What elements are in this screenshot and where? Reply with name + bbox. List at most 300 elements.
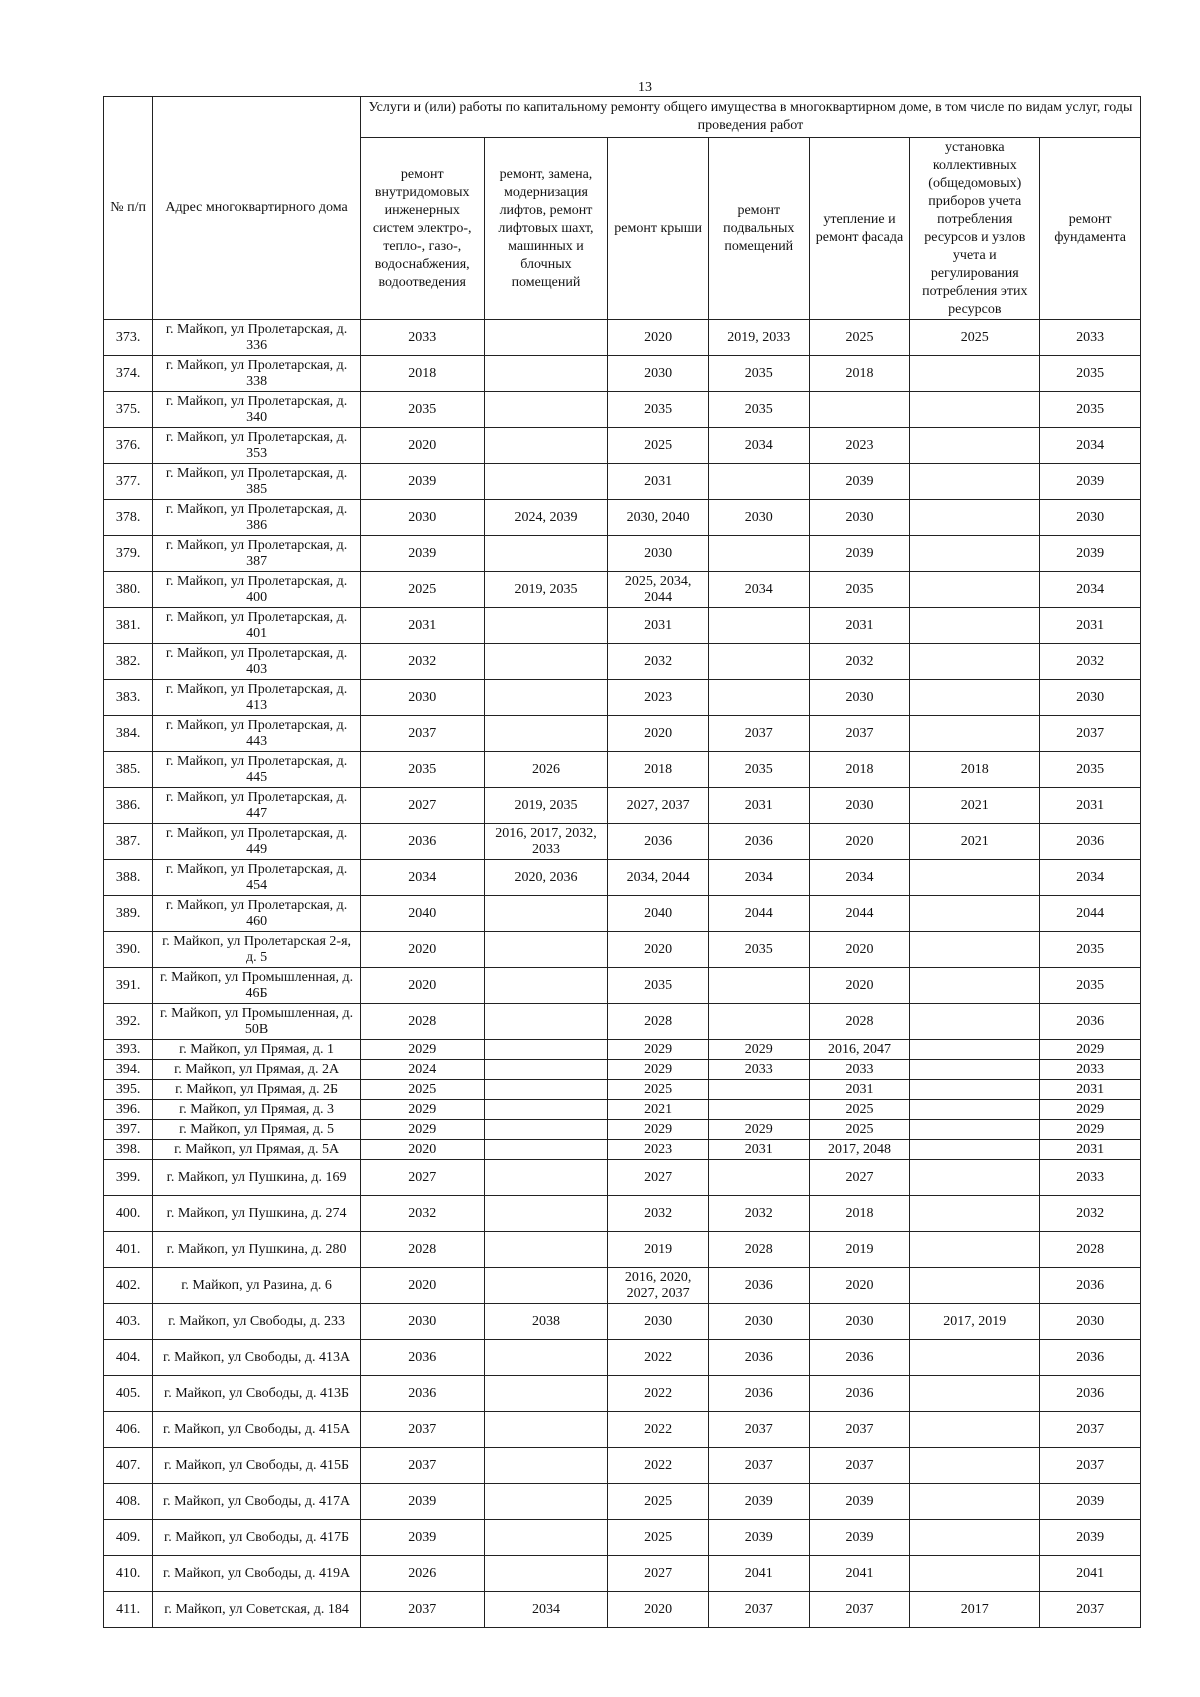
row-address: г. Майкоп, ул Пролетарская, д. 400: [153, 572, 361, 608]
row-number: 392.: [104, 1004, 153, 1040]
table-row: [104, 428, 1141, 464]
cell-basement: 2019, 2033: [708, 320, 809, 356]
cell-meters: [910, 932, 1040, 968]
cell-foundation: 2029: [1040, 1040, 1141, 1060]
row-number: 407.: [104, 1448, 153, 1484]
cell-roof: 2029: [608, 1040, 709, 1060]
cell-roof: 2019: [608, 1232, 709, 1268]
row-address: г. Майкоп, ул Промышленная, д. 50В: [153, 1004, 361, 1040]
cell-foundation: 2030: [1040, 1304, 1141, 1340]
cell-foundation: 2029: [1040, 1120, 1141, 1140]
row-number: 400.: [104, 1196, 153, 1232]
cell-facade: 2020: [809, 1268, 910, 1304]
cell-foundation: 2037: [1040, 1592, 1141, 1628]
cell-basement: 2036: [708, 1340, 809, 1376]
cell-basement: 2037: [708, 1412, 809, 1448]
row-number: 391.: [104, 968, 153, 1004]
cell-engineering: 2020: [360, 1268, 484, 1304]
cell-elevators: 2024, 2039: [484, 500, 608, 536]
header-col-roof: ремонт крыши: [608, 138, 709, 320]
cell-elevators: [484, 716, 608, 752]
cell-meters: [910, 1340, 1040, 1376]
cell-meters: [910, 1040, 1040, 1060]
table-row: [104, 644, 1141, 680]
cell-roof: 2025: [608, 1520, 709, 1556]
row-number: 394.: [104, 1060, 153, 1080]
cell-basement: [708, 1100, 809, 1120]
row-address: г. Майкоп, ул Пушкина, д. 280: [153, 1232, 361, 1268]
cell-facade: 2018: [809, 356, 910, 392]
cell-elevators: 2019, 2035: [484, 788, 608, 824]
cell-engineering: 2030: [360, 1304, 484, 1340]
row-number: 408.: [104, 1484, 153, 1520]
cell-elevators: [484, 464, 608, 500]
row-number: 411.: [104, 1592, 153, 1628]
cell-roof: 2016, 2020, 2027, 2037: [608, 1268, 709, 1304]
cell-elevators: [484, 1448, 608, 1484]
cell-basement: [708, 680, 809, 716]
cell-facade: 2037: [809, 1592, 910, 1628]
cell-engineering: 2030: [360, 680, 484, 716]
cell-facade: 2025: [809, 1100, 910, 1120]
cell-engineering: 2037: [360, 1448, 484, 1484]
table-row: [104, 1120, 1141, 1140]
cell-elevators: [484, 1268, 608, 1304]
cell-elevators: [484, 1080, 608, 1100]
row-number: 389.: [104, 896, 153, 932]
cell-facade: 2036: [809, 1376, 910, 1412]
cell-facade: 2025: [809, 320, 910, 356]
cell-basement: [708, 608, 809, 644]
cell-basement: 2035: [708, 752, 809, 788]
table-row: [104, 1592, 1141, 1628]
table-row: [104, 1232, 1141, 1268]
cell-foundation: 2031: [1040, 1140, 1141, 1160]
cell-elevators: [484, 680, 608, 716]
cell-engineering: 2026: [360, 1556, 484, 1592]
row-address: г. Майкоп, ул Прямая, д. 1: [153, 1040, 361, 1060]
cell-facade: 2031: [809, 1080, 910, 1100]
cell-foundation: 2041: [1040, 1556, 1141, 1592]
cell-meters: [910, 1448, 1040, 1484]
cell-facade: 2030: [809, 500, 910, 536]
cell-engineering: 2018: [360, 356, 484, 392]
cell-basement: 2033: [708, 1060, 809, 1080]
cell-roof: 2029: [608, 1060, 709, 1080]
cell-foundation: 2036: [1040, 1004, 1141, 1040]
cell-meters: [910, 392, 1040, 428]
row-address: г. Майкоп, ул Пролетарская, д. 454: [153, 860, 361, 896]
cell-facade: 2030: [809, 680, 910, 716]
cell-meters: [910, 572, 1040, 608]
row-address: г. Майкоп, ул Свободы, д. 415А: [153, 1412, 361, 1448]
cell-elevators: [484, 1196, 608, 1232]
cell-roof: 2022: [608, 1376, 709, 1412]
cell-facade: 2030: [809, 788, 910, 824]
cell-roof: 2035: [608, 392, 709, 428]
cell-engineering: 2024: [360, 1060, 484, 1080]
cell-elevators: [484, 320, 608, 356]
cell-basement: 2030: [708, 1304, 809, 1340]
cell-meters: [910, 1196, 1040, 1232]
cell-roof: 2029: [608, 1120, 709, 1140]
header-col-engineering: ремонт внутридомовых инженерных систем электро-, тепло-, газо-, водоснабжения, водоотведения: [360, 138, 484, 320]
cell-meters: [910, 1060, 1040, 1080]
header-col-facade: утепление и ремонт фасада: [809, 138, 910, 320]
row-number: 378.: [104, 500, 153, 536]
row-address: г. Майкоп, ул Пролетарская 2-я, д. 5: [153, 932, 361, 968]
cell-meters: [910, 1232, 1040, 1268]
cell-facade: 2020: [809, 932, 910, 968]
cell-facade: 2041: [809, 1556, 910, 1592]
cell-basement: 2041: [708, 1556, 809, 1592]
cell-meters: 2021: [910, 824, 1040, 860]
cell-elevators: [484, 1040, 608, 1060]
cell-roof: 2031: [608, 608, 709, 644]
row-address: г. Майкоп, ул Свободы, д. 417Б: [153, 1520, 361, 1556]
cell-elevators: [484, 1160, 608, 1196]
cell-basement: 2037: [708, 716, 809, 752]
cell-engineering: 2020: [360, 1140, 484, 1160]
cell-meters: [910, 1140, 1040, 1160]
cell-roof: 2030, 2040: [608, 500, 709, 536]
table-row: [104, 1484, 1141, 1520]
cell-engineering: 2032: [360, 644, 484, 680]
table-row: [104, 536, 1141, 572]
cell-roof: 2021: [608, 1100, 709, 1120]
cell-roof: 2018: [608, 752, 709, 788]
table-row: [104, 1196, 1141, 1232]
cell-facade: 2037: [809, 1448, 910, 1484]
cell-roof: 2025: [608, 1484, 709, 1520]
row-address: г. Майкоп, ул Пролетарская, д. 387: [153, 536, 361, 572]
row-address: г. Майкоп, ул Пролетарская, д. 386: [153, 500, 361, 536]
cell-meters: [910, 608, 1040, 644]
cell-foundation: 2035: [1040, 968, 1141, 1004]
cell-meters: [910, 1268, 1040, 1304]
cell-engineering: 2035: [360, 752, 484, 788]
cell-facade: 2031: [809, 608, 910, 644]
table-row: [104, 1412, 1141, 1448]
row-address: г. Майкоп, ул Пролетарская, д. 340: [153, 392, 361, 428]
cell-roof: 2020: [608, 716, 709, 752]
cell-elevators: [484, 1412, 608, 1448]
cell-elevators: [484, 896, 608, 932]
cell-basement: 2031: [708, 788, 809, 824]
cell-facade: 2039: [809, 1520, 910, 1556]
cell-basement: 2037: [708, 1592, 809, 1628]
cell-elevators: 2019, 2035: [484, 572, 608, 608]
row-number: 386.: [104, 788, 153, 824]
row-number: 395.: [104, 1080, 153, 1100]
header-num: № п/п: [104, 97, 153, 320]
cell-elevators: [484, 1484, 608, 1520]
row-number: 385.: [104, 752, 153, 788]
cell-engineering: 2039: [360, 536, 484, 572]
row-number: 388.: [104, 860, 153, 896]
cell-basement: 2031: [708, 1140, 809, 1160]
cell-engineering: 2027: [360, 788, 484, 824]
cell-engineering: 2028: [360, 1004, 484, 1040]
cell-elevators: [484, 1004, 608, 1040]
cell-engineering: 2029: [360, 1040, 484, 1060]
cell-engineering: 2033: [360, 320, 484, 356]
row-address: г. Майкоп, ул Пушкина, д. 274: [153, 1196, 361, 1232]
cell-meters: [910, 356, 1040, 392]
cell-facade: 2039: [809, 1484, 910, 1520]
cell-facade: 2025: [809, 1120, 910, 1140]
cell-elevators: [484, 1340, 608, 1376]
cell-foundation: 2035: [1040, 932, 1141, 968]
row-number: 410.: [104, 1556, 153, 1592]
row-address: г. Майкоп, ул Пролетарская, д. 449: [153, 824, 361, 860]
row-number: 376.: [104, 428, 153, 464]
cell-facade: 2018: [809, 752, 910, 788]
cell-facade: 2019: [809, 1232, 910, 1268]
row-number: 393.: [104, 1040, 153, 1060]
cell-roof: 2025: [608, 1080, 709, 1100]
cell-roof: 2027: [608, 1160, 709, 1196]
row-number: 379.: [104, 536, 153, 572]
cell-engineering: 2040: [360, 896, 484, 932]
table-row: [104, 1556, 1141, 1592]
cell-facade: 2020: [809, 824, 910, 860]
row-address: г. Майкоп, ул Советская, д. 184: [153, 1592, 361, 1628]
cell-foundation: 2035: [1040, 752, 1141, 788]
cell-roof: 2025, 2034, 2044: [608, 572, 709, 608]
row-number: 390.: [104, 932, 153, 968]
cell-basement: 2035: [708, 392, 809, 428]
cell-foundation: 2037: [1040, 1412, 1141, 1448]
cell-foundation: 2030: [1040, 680, 1141, 716]
row-number: 383.: [104, 680, 153, 716]
cell-facade: 2016, 2047: [809, 1040, 910, 1060]
cell-engineering: 2030: [360, 500, 484, 536]
page-number: 13: [638, 80, 652, 95]
cell-meters: 2018: [910, 752, 1040, 788]
cell-facade: 2027: [809, 1160, 910, 1196]
cell-roof: 2022: [608, 1340, 709, 1376]
cell-basement: 2028: [708, 1232, 809, 1268]
row-address: г. Майкоп, ул Пролетарская, д. 413: [153, 680, 361, 716]
cell-facade: 2035: [809, 572, 910, 608]
cell-roof: 2020: [608, 932, 709, 968]
row-number: 396.: [104, 1100, 153, 1120]
cell-foundation: 2029: [1040, 1100, 1141, 1120]
header-col-meters: установка коллективных (общедомовых) приборов учета потребления ресурсов и узлов учета и регулирования потребления этих ресурсов: [910, 138, 1040, 320]
cell-engineering: 2020: [360, 968, 484, 1004]
row-address: г. Майкоп, ул Пролетарская, д. 460: [153, 896, 361, 932]
cell-basement: [708, 536, 809, 572]
cell-foundation: 2036: [1040, 1376, 1141, 1412]
row-address: г. Майкоп, ул Свободы, д. 419А: [153, 1556, 361, 1592]
cell-roof: 2025: [608, 428, 709, 464]
cell-facade: 2028: [809, 1004, 910, 1040]
row-number: 384.: [104, 716, 153, 752]
cell-roof: 2022: [608, 1448, 709, 1484]
table-row: [104, 1080, 1141, 1100]
table-row: [104, 860, 1141, 896]
cell-basement: [708, 464, 809, 500]
row-number: 382.: [104, 644, 153, 680]
cell-foundation: 2037: [1040, 1448, 1141, 1484]
cell-engineering: 2036: [360, 1376, 484, 1412]
row-address: г. Майкоп, ул Пролетарская, д. 401: [153, 608, 361, 644]
cell-foundation: 2028: [1040, 1232, 1141, 1268]
row-number: 374.: [104, 356, 153, 392]
cell-foundation: 2031: [1040, 608, 1141, 644]
cell-roof: 2028: [608, 1004, 709, 1040]
cell-elevators: [484, 392, 608, 428]
cell-meters: [910, 536, 1040, 572]
cell-basement: 2036: [708, 824, 809, 860]
table-row: [104, 356, 1141, 392]
row-address: г. Майкоп, ул Свободы, д. 415Б: [153, 1448, 361, 1484]
cell-basement: 2029: [708, 1040, 809, 1060]
cell-meters: [910, 1100, 1040, 1120]
cell-facade: 2020: [809, 968, 910, 1004]
table-row: [104, 320, 1141, 356]
row-number: 401.: [104, 1232, 153, 1268]
cell-elevators: [484, 968, 608, 1004]
header-col-elevators: ремонт, замена, модернизация лифтов, ремонт лифтовых шахт, машинных и блочных помещений: [484, 138, 608, 320]
row-address: г. Майкоп, ул Пушкина, д. 169: [153, 1160, 361, 1196]
cell-elevators: [484, 644, 608, 680]
cell-foundation: 2036: [1040, 1340, 1141, 1376]
cell-engineering: 2036: [360, 824, 484, 860]
table-row: [104, 1268, 1141, 1304]
cell-elevators: [484, 428, 608, 464]
cell-meters: [910, 1120, 1040, 1140]
cell-meters: [910, 680, 1040, 716]
row-address: г. Майкоп, ул Пролетарская, д. 353: [153, 428, 361, 464]
cell-foundation: 2033: [1040, 320, 1141, 356]
cell-meters: [910, 716, 1040, 752]
cell-roof: 2023: [608, 1140, 709, 1160]
cell-facade: 2023: [809, 428, 910, 464]
cell-engineering: 2029: [360, 1100, 484, 1120]
cell-elevators: [484, 1140, 608, 1160]
cell-basement: 2039: [708, 1484, 809, 1520]
table-row: [104, 1160, 1141, 1196]
row-address: г. Майкоп, ул Прямая, д. 2Б: [153, 1080, 361, 1100]
cell-meters: 2017, 2019: [910, 1304, 1040, 1340]
cell-basement: [708, 1004, 809, 1040]
table-row: [104, 788, 1141, 824]
cell-engineering: 2037: [360, 716, 484, 752]
cell-elevators: [484, 1100, 608, 1120]
row-number: 373.: [104, 320, 153, 356]
cell-foundation: 2031: [1040, 1080, 1141, 1100]
cell-basement: 2036: [708, 1268, 809, 1304]
row-number: 399.: [104, 1160, 153, 1196]
cell-basement: 2029: [708, 1120, 809, 1140]
cell-elevators: [484, 1376, 608, 1412]
cell-engineering: 2036: [360, 1340, 484, 1376]
cell-engineering: 2037: [360, 1592, 484, 1628]
cell-roof: 2027, 2037: [608, 788, 709, 824]
table-row: [104, 680, 1141, 716]
cell-elevators: 2038: [484, 1304, 608, 1340]
cell-meters: [910, 1004, 1040, 1040]
table-row: [104, 932, 1141, 968]
cell-meters: [910, 1412, 1040, 1448]
table-row: [104, 752, 1141, 788]
cell-foundation: 2035: [1040, 356, 1141, 392]
table-body: [104, 320, 1141, 1628]
row-address: г. Майкоп, ул Свободы, д. 413А: [153, 1340, 361, 1376]
row-address: г. Майкоп, ул Прямая, д. 5А: [153, 1140, 361, 1160]
row-address: г. Майкоп, ул Пролетарская, д. 338: [153, 356, 361, 392]
cell-elevators: [484, 1120, 608, 1140]
row-address: г. Майкоп, ул Пролетарская, д. 443: [153, 716, 361, 752]
cell-elevators: 2020, 2036: [484, 860, 608, 896]
row-number: 409.: [104, 1520, 153, 1556]
cell-meters: [910, 1376, 1040, 1412]
row-address: г. Майкоп, ул Пролетарская, д. 403: [153, 644, 361, 680]
cell-meters: [910, 896, 1040, 932]
table-row: [104, 1004, 1141, 1040]
cell-foundation: 2036: [1040, 1268, 1141, 1304]
table-row: [104, 392, 1141, 428]
cell-engineering: 2028: [360, 1232, 484, 1268]
cell-facade: 2018: [809, 1196, 910, 1232]
cell-engineering: 2039: [360, 1520, 484, 1556]
cell-roof: 2040: [608, 896, 709, 932]
cell-engineering: 2035: [360, 392, 484, 428]
cell-elevators: [484, 536, 608, 572]
cell-engineering: 2034: [360, 860, 484, 896]
row-address: г. Майкоп, ул Пролетарская, д. 445: [153, 752, 361, 788]
cell-roof: 2030: [608, 536, 709, 572]
row-address: г. Майкоп, ул Свободы, д. 413Б: [153, 1376, 361, 1412]
table-row: [104, 1100, 1141, 1120]
cell-facade: 2034: [809, 860, 910, 896]
cell-meters: [910, 1520, 1040, 1556]
cell-basement: [708, 644, 809, 680]
cell-basement: 2039: [708, 1520, 809, 1556]
cell-foundation: 2032: [1040, 1196, 1141, 1232]
table-row: [104, 1520, 1141, 1556]
cell-roof: 2035: [608, 968, 709, 1004]
cell-meters: 2017: [910, 1592, 1040, 1628]
cell-meters: [910, 1484, 1040, 1520]
row-address: г. Майкоп, ул Промышленная, д. 46Б: [153, 968, 361, 1004]
cell-roof: 2030: [608, 1304, 709, 1340]
row-number: 387.: [104, 824, 153, 860]
cell-meters: [910, 1080, 1040, 1100]
cell-engineering: 2037: [360, 1412, 484, 1448]
table-row: [104, 500, 1141, 536]
cell-engineering: 2039: [360, 1484, 484, 1520]
cell-foundation: 2034: [1040, 572, 1141, 608]
row-number: 406.: [104, 1412, 153, 1448]
table-row: [104, 1448, 1141, 1484]
cell-basement: [708, 1160, 809, 1196]
cell-elevators: [484, 1232, 608, 1268]
cell-roof: 2032: [608, 1196, 709, 1232]
cell-basement: 2035: [708, 356, 809, 392]
cell-elevators: [484, 1556, 608, 1592]
table-row: [104, 1304, 1141, 1340]
table-row: [104, 896, 1141, 932]
cell-facade: 2036: [809, 1340, 910, 1376]
header-group: Услуги и (или) работы по капитальному ремонту общего имущества в многоквартирном доме, в том числе по видам услуг, годы проведения работ: [360, 97, 1140, 138]
cell-basement: 2036: [708, 1376, 809, 1412]
row-number: 398.: [104, 1140, 153, 1160]
cell-foundation: 2039: [1040, 464, 1141, 500]
row-address: г. Майкоп, ул Прямая, д. 2А: [153, 1060, 361, 1080]
